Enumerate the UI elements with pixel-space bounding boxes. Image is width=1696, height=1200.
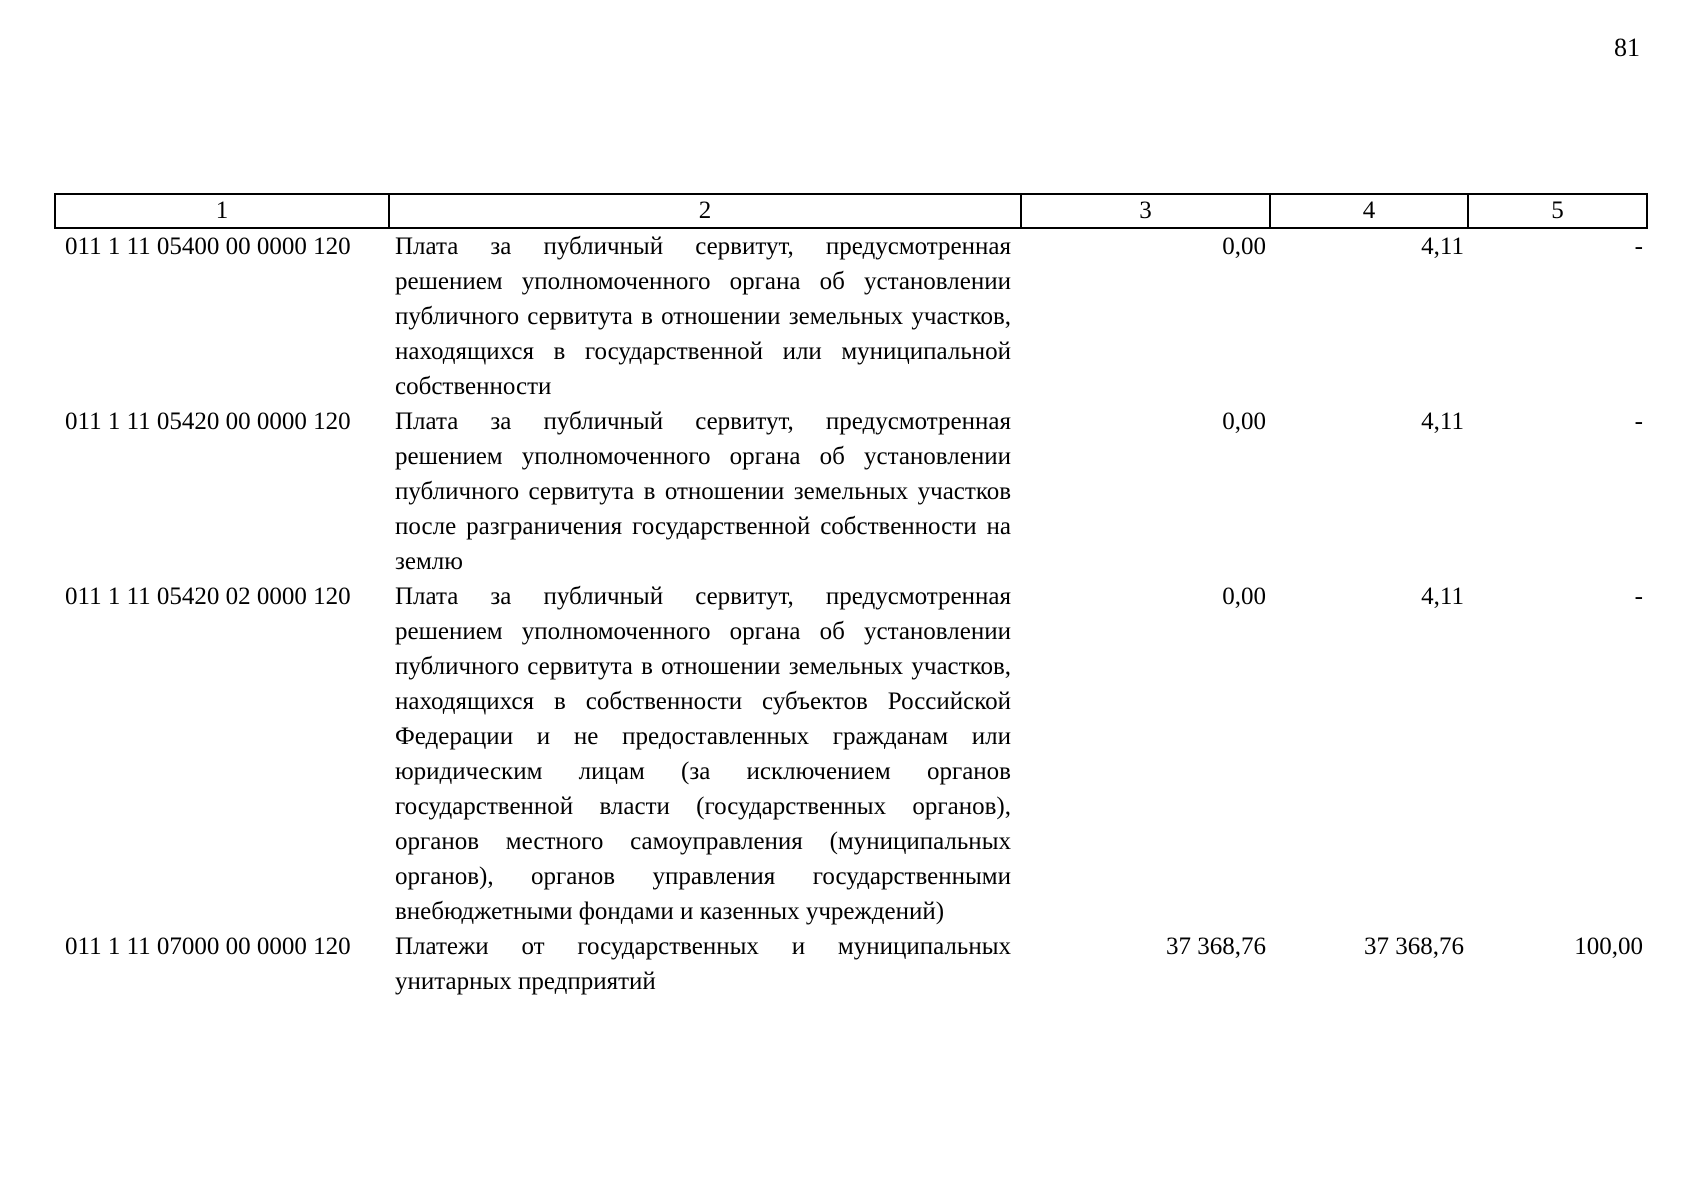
value-col4: 4,11 bbox=[1421, 583, 1464, 610]
column-header-1: 1 bbox=[55, 194, 389, 228]
page-number: 81 bbox=[1614, 33, 1640, 62]
header-row bbox=[55, 194, 1647, 228]
value-col4: 37 368,76 bbox=[1364, 933, 1464, 960]
revenue-table bbox=[54, 193, 1648, 999]
column-header-5: 5 bbox=[1468, 194, 1647, 228]
revenue-description: Плата за публичный сервитут, предусмотренная решением уполномоченного органа об установлении публичного сервитута в отношении земельных участков, находящихся в собственности субъектов Российской Федерации и не предоставленных гражданам или юридическим лицам (за исключением органов государственной власти (государственных органов), органов местного самоуправления (муниципальных органов), органов управления государственными внебюджетными фондами и казенных учреждений) bbox=[395, 583, 1011, 925]
revenue-description: Плата за публичный сервитут, предусмотренная решением уполномоченного органа об установлении публичного сервитута в отношении земельных участков после разграничения государственной собственности на землю bbox=[395, 408, 1011, 575]
column-header-4: 4 bbox=[1270, 194, 1468, 228]
value-col5: 100,00 bbox=[1574, 933, 1643, 960]
value-col5: - bbox=[1634, 233, 1643, 260]
value-col3: 37 368,76 bbox=[1166, 933, 1266, 960]
value-col4: 4,11 bbox=[1421, 408, 1464, 435]
value-col5: - bbox=[1634, 408, 1643, 435]
value-col3: 0,00 bbox=[1222, 408, 1266, 435]
value-col3: 0,00 bbox=[1222, 583, 1266, 610]
table-row bbox=[55, 404, 1647, 579]
table-row bbox=[55, 579, 1647, 929]
value-col4: 4,11 bbox=[1421, 233, 1464, 260]
budget-code: 011 1 11 05400 00 0000 120 bbox=[65, 233, 351, 260]
budget-code: 011 1 11 05420 00 0000 120 bbox=[65, 408, 351, 435]
revenue-description: Платежи от государственных и муниципальных унитарных предприятий bbox=[395, 933, 1011, 995]
budget-code: 011 1 11 07000 00 0000 120 bbox=[65, 933, 351, 960]
table-body bbox=[55, 228, 1647, 999]
column-header-3: 3 bbox=[1021, 194, 1270, 228]
column-header-2: 2 bbox=[389, 194, 1021, 228]
value-col3: 0,00 bbox=[1222, 233, 1266, 260]
budget-code: 011 1 11 05420 02 0000 120 bbox=[65, 583, 351, 610]
table-header bbox=[55, 194, 1647, 228]
value-col5: - bbox=[1634, 583, 1643, 610]
table-row bbox=[55, 929, 1647, 999]
revenue-description: Плата за публичный сервитут, предусмотренная решением уполномоченного органа об установлении публичного сервитута в отношении земельных участков, находящихся в государственной или муниципальной собственности bbox=[395, 233, 1011, 400]
table-row bbox=[55, 228, 1647, 404]
